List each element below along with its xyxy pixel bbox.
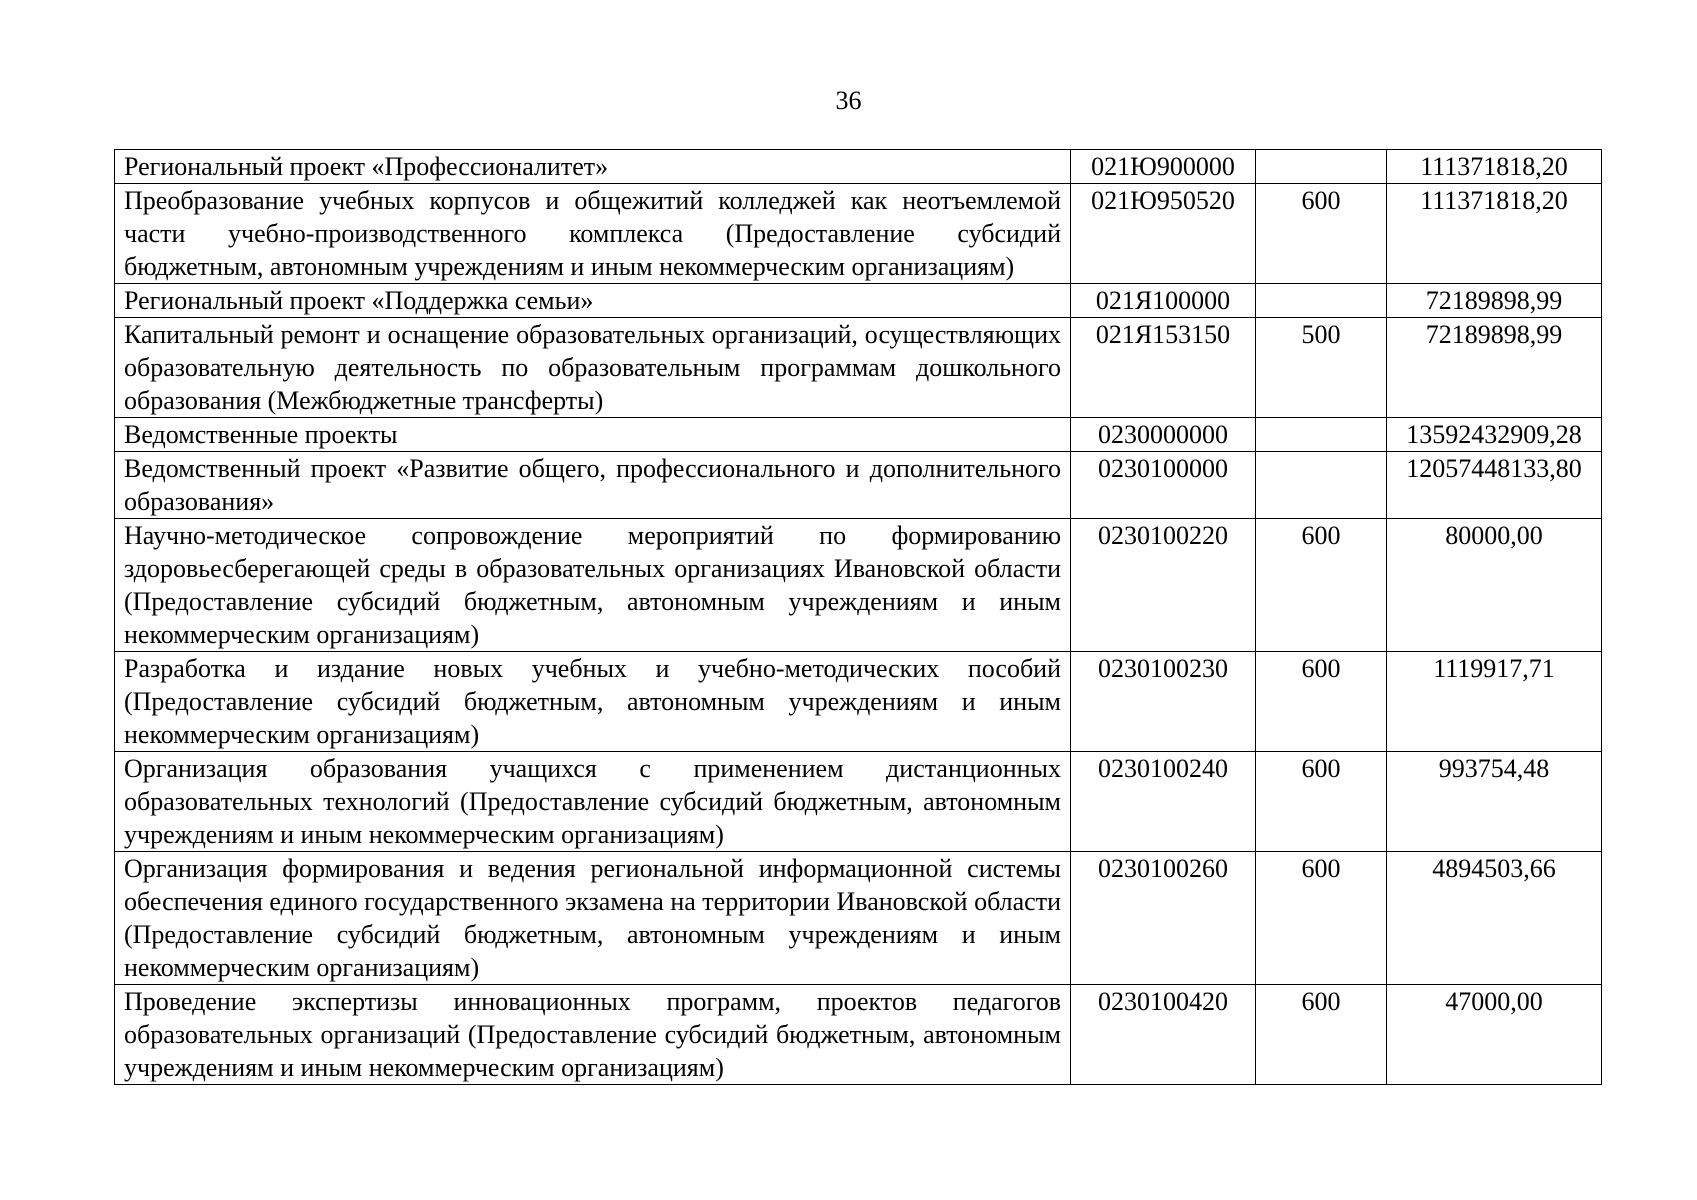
page-number: 36 <box>835 86 862 115</box>
row-sum: 80000,00 <box>1387 519 1602 652</box>
row-code: 021Я100000 <box>1071 284 1256 318</box>
table-row <box>115 652 1602 752</box>
row-code: 0230100230 <box>1071 652 1256 752</box>
row-expense-type <box>1256 284 1387 318</box>
row-name: Организация формирования и ведения региональной информационной системы обеспечения единого государственного экзамена на территории Ивановской области (Предоставление субсидий бюджетным, автономным учреждениям и иным некоммерческим организациям) <box>115 852 1071 985</box>
row-code: 0230100220 <box>1071 519 1256 652</box>
row-name: Региональный проект «Профессионалитет» <box>115 150 1071 184</box>
table-row <box>115 519 1602 652</box>
row-code: 0230100260 <box>1071 852 1256 985</box>
row-name: Региональный проект «Поддержка семьи» <box>115 284 1071 318</box>
table-row <box>115 452 1602 519</box>
row-name: Ведомственные проекты <box>115 418 1071 452</box>
table-row <box>115 852 1602 985</box>
row-name: Капитальный ремонт и оснащение образовательных организаций, осуществляющих образовательную деятельность по образовательным программам дошкольного образования (Межбюджетные трансферты) <box>115 318 1071 418</box>
table-row <box>115 752 1602 852</box>
table-row <box>115 318 1602 418</box>
table-row <box>115 418 1602 452</box>
row-expense-type: 600 <box>1256 184 1387 284</box>
row-code: 0230100420 <box>1071 985 1256 1085</box>
row-code: 0230000000 <box>1071 418 1256 452</box>
row-sum: 4894503,66 <box>1387 852 1602 985</box>
row-name: Научно-методическое сопровождение мероприятий по формированию здоровьесберегающей среды в образовательных организациях Ивановской области (Предоставление субсидий бюджетным, автономным учреждениям и иным некоммерческим организациям) <box>115 519 1071 652</box>
row-sum: 13592432909,28 <box>1387 418 1602 452</box>
row-sum: 72189898,99 <box>1387 318 1602 418</box>
row-code: 021Ю900000 <box>1071 150 1256 184</box>
row-expense-type: 600 <box>1256 652 1387 752</box>
row-name: Организация образования учащихся с применением дистанционных образовательных технологий (Предоставление субсидий бюджетным, автономным учреждениям и иным некоммерческим организациям) <box>115 752 1071 852</box>
row-sum: 12057448133,80 <box>1387 452 1602 519</box>
table-row <box>115 985 1602 1085</box>
row-code: 0230100240 <box>1071 752 1256 852</box>
table-row <box>115 284 1602 318</box>
table-row <box>115 150 1602 184</box>
row-sum: 47000,00 <box>1387 985 1602 1085</box>
row-sum: 111371818,20 <box>1387 184 1602 284</box>
row-code: 021Ю950520 <box>1071 184 1256 284</box>
row-sum: 1119917,71 <box>1387 652 1602 752</box>
row-expense-type <box>1256 150 1387 184</box>
row-name: Проведение экспертизы инновационных программ, проектов педагогов образовательных организаций (Предоставление субсидий бюджетным, автономным учреждениям и иным некоммерческим организациям) <box>115 985 1071 1085</box>
row-expense-type: 500 <box>1256 318 1387 418</box>
row-name: Преобразование учебных корпусов и общежитий колледжей как неотъемлемой части учебно-производственного комплекса (Предоставление субсидий бюджетным, автономным учреждениям и иным некоммерческим организациям) <box>115 184 1071 284</box>
row-sum: 993754,48 <box>1387 752 1602 852</box>
row-sum: 111371818,20 <box>1387 150 1602 184</box>
row-expense-type: 600 <box>1256 985 1387 1085</box>
row-expense-type <box>1256 452 1387 519</box>
row-code: 021Я153150 <box>1071 318 1256 418</box>
row-name: Ведомственный проект «Развитие общего, профессионального и дополнительного образования» <box>115 452 1071 519</box>
row-expense-type: 600 <box>1256 752 1387 852</box>
row-sum: 72189898,99 <box>1387 284 1602 318</box>
row-expense-type: 600 <box>1256 852 1387 985</box>
table-row <box>115 184 1602 284</box>
row-expense-type: 600 <box>1256 519 1387 652</box>
row-name: Разработка и издание новых учебных и учебно-методических пособий (Предоставление субсидий бюджетным, автономным учреждениям и иным некоммерческим организациям) <box>115 652 1071 752</box>
budget-table <box>114 149 1602 1085</box>
budget-table-body <box>115 150 1602 1085</box>
row-expense-type <box>1256 418 1387 452</box>
row-code: 0230100000 <box>1071 452 1256 519</box>
